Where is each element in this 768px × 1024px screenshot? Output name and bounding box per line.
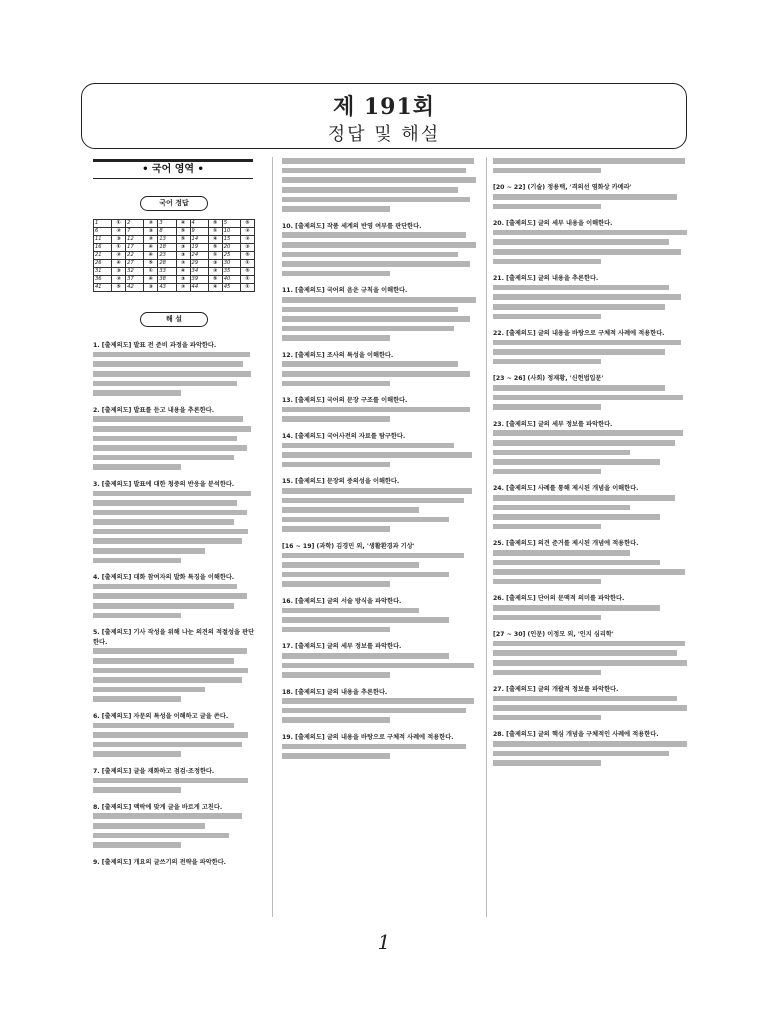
question-number: 18 [158,244,176,252]
explanation-item [493,484,691,532]
answer-choice: ① [144,268,158,276]
answer-choice: ④ [208,284,222,292]
question-number: 1 [94,220,112,228]
answer-row [94,268,255,276]
question-number: 22 [126,252,144,260]
item-heading: [16 ~ 19] (과학) 김경민 외, '생활환경과 기상' [282,542,415,550]
item-heading: 17. [출제의도] 글의 세부 정보를 파악한다. [282,643,402,651]
question-number: 38 [158,276,176,284]
answer-choice: ④ [144,276,158,284]
item-heading: 23. [출제의도] 글의 세부 정보를 파악한다. [493,420,613,428]
question-number: 41 [94,284,112,292]
item-body-text [282,157,480,215]
item-body-text [282,487,480,535]
question-number: 14 [190,236,208,244]
answer-choice: ③ [112,268,126,276]
item-heading: 27. [출제의도] 글의 개괄적 정보를 파악한다. [493,685,619,693]
question-number: 44 [190,284,208,292]
exam-subtitle: 정답 및 해설 [327,124,441,145]
question-number: 8 [158,228,176,236]
answer-choice: ③ [208,260,222,268]
question-number: 28 [158,260,176,268]
item-body-text [493,193,691,212]
item-body-text [93,489,255,566]
answer-choice: ② [240,236,254,244]
item-heading: 3. [출제의도] 발표에 대한 청중의 반응을 분석한다. [93,480,235,488]
answer-choice: ④ [144,244,158,252]
item-body-text [93,776,255,795]
question-number: 20 [222,244,240,252]
explanation-item [493,374,691,412]
item-heading: 7. [출제의도] 글을 재화하고 점검·조정한다. [93,767,215,775]
explanation-item [493,630,691,678]
answer-choice: ③ [176,252,190,260]
explanation-item [493,157,691,176]
item-heading: 12. [출제의도] 조사의 특성을 이해한다. [282,351,394,359]
answer-choice: ② [208,268,222,276]
item-heading: [23 ~ 26] (사회) 정재황, '신헌법입문' [493,375,604,383]
answer-row [94,260,255,268]
answer-choice: ② [112,252,126,260]
question-number: 27 [126,260,144,268]
explanation-item [282,351,480,389]
explanation-item [282,642,480,680]
item-body-text [282,697,480,726]
explanation-item [282,222,480,280]
item-body-text [493,604,691,623]
item-heading: 9. [출제의도] 개요의 글쓰기의 전략을 파악한다. [93,858,227,866]
question-number: 45 [222,284,240,292]
explanation-item [93,628,255,705]
question-number: 19 [190,244,208,252]
answer-choice: ③ [240,244,254,252]
item-body-text [493,695,691,724]
item-body-text [493,494,691,532]
explanation-item [282,477,480,535]
explanation-list [493,157,691,769]
item-body-text [93,583,255,621]
item-heading: 28. [출제의도] 글의 핵심 개념을 구체적인 사례에 적용한다. [493,731,659,739]
explanation-item [282,542,480,590]
title-box [81,83,687,149]
item-heading: [20 ~ 22] (기술) 정용택, '격의선 염화상 카메라' [493,184,632,192]
question-number: 3 [158,220,176,228]
answer-choice: ④ [208,236,222,244]
answer-choice: ⑤ [176,236,190,244]
answer-row [94,236,255,244]
question-number: 31 [94,268,112,276]
item-heading: 24. [출제의도] 사례를 통해 제시된 개념을 이해한다. [493,485,639,493]
answer-row [94,220,255,228]
item-body-text [93,812,255,850]
item-heading: 18. [출제의도] 글의 내용을 추론한다. [282,688,388,696]
explanation-item [282,286,480,344]
answer-choice: ③ [176,276,190,284]
explanation-item [93,406,255,473]
item-body-text [493,339,691,368]
answer-choice: ① [240,260,254,268]
answer-choice: ② [176,284,190,292]
question-number: 12 [126,236,144,244]
answer-choice: ④ [176,220,190,228]
question-number: 5 [222,220,240,228]
question-number: 36 [94,276,112,284]
item-body-text [493,284,691,322]
column-2 [282,157,480,769]
answer-choice: ① [208,252,222,260]
question-number: 37 [126,276,144,284]
question-number: 24 [190,252,208,260]
item-body-text [493,384,691,413]
column-3 [493,157,691,776]
answer-choice: ⑤ [112,284,126,292]
explanation-item [282,688,480,726]
question-number: 23 [158,252,176,260]
question-number: 16 [94,244,112,252]
question-number: 9 [190,228,208,236]
item-body-text [493,740,691,769]
explanation-item [93,573,255,621]
answer-row [94,244,255,252]
question-number: 34 [190,268,208,276]
item-heading: 20. [출제의도] 글의 세부 내용을 이해한다. [493,219,613,227]
item-body-text [493,429,691,477]
answer-choice: ② [112,276,126,284]
question-number: 32 [126,268,144,276]
explanation-item [93,803,255,851]
answer-table [93,219,255,292]
item-heading: 11. [출제의도] 국어의 음운 규칙을 이해한다. [282,287,408,295]
section-banner: • 국어 영역 • [93,159,253,179]
explanation-list [282,157,480,762]
explanation-item [282,733,480,762]
item-body-text [93,721,255,759]
explanation-item [493,420,691,478]
item-heading: 6. [출제의도] 자문의 특성을 이해하고 글을 쓴다. [93,712,229,720]
question-number: 30 [222,260,240,268]
answer-choice: ① [112,244,126,252]
question-number: 35 [222,268,240,276]
question-number: 10 [222,228,240,236]
answer-key-label: 국어 정답 [140,196,208,211]
item-heading: [27 ~ 30] (인문) 이정모 외, '인지 심리학' [493,630,614,638]
answer-choice: ③ [144,228,158,236]
answer-choice: ① [240,284,254,292]
item-heading: 5. [출제의도] 기사 작성을 위해 나눈 의견의 적절성을 판단한다. [93,629,255,646]
answer-row [94,276,255,284]
answer-choice: ③ [112,236,126,244]
explanation-item [282,396,480,425]
column-divider [272,157,273,917]
answer-choice: ⑤ [208,244,222,252]
column-divider [486,157,487,917]
explanation-label: 해 설 [140,312,208,327]
answer-choice: ⑤ [240,252,254,260]
item-body-text [282,652,480,681]
explanation-item [93,858,255,868]
item-heading: 19. [출제의도] 글의 내용을 바탕으로 구체적 사례에 적용한다. [282,733,454,741]
question-number: 15 [222,236,240,244]
question-number: 17 [126,244,144,252]
explanation-item [282,432,480,470]
explanation-item [493,219,691,267]
item-body-text [282,231,480,279]
explanation-item [493,539,691,587]
explanation-item [93,480,255,566]
item-body-text [493,549,691,587]
answer-choice: ② [176,260,190,268]
explanation-item [493,730,691,768]
item-heading: 8. [출제의도] 맥락에 맞게 글을 바르게 고친다. [93,803,223,811]
item-heading: 15. [출제의도] 문장의 중의성을 이해한다. [282,478,400,486]
question-number: 33 [158,268,176,276]
item-body-text [282,606,480,635]
answer-choice: ④ [112,260,126,268]
explanation-item [282,157,480,215]
question-number: 13 [158,236,176,244]
explanation-item [93,767,255,796]
question-number: 7 [126,228,144,236]
question-number: 11 [94,236,112,244]
item-body-text [93,647,255,705]
answer-choice: ② [144,236,158,244]
answer-choice: ⑤ [240,220,254,228]
answer-choice: ⑤ [176,228,190,236]
exam-title: 제 191회 [332,94,436,120]
answer-choice: ⑤ [240,268,254,276]
column-1 [93,157,255,874]
item-body-text [282,441,480,470]
answer-row [94,284,255,292]
answer-choice: ③ [144,284,158,292]
explanation-item [93,712,255,760]
answer-choice: ⑤ [208,276,222,284]
question-number: 4 [190,220,208,228]
item-heading: 26. [출제의도] 단어의 문맥적 의미를 파악한다. [493,595,625,603]
answer-row [94,228,255,236]
item-heading: 10. [출제의도] 작품 세계의 반영 여부를 판단한다. [282,222,422,230]
answer-choice: ④ [144,252,158,260]
question-number: 29 [190,260,208,268]
page-number: 1 [377,930,391,954]
item-body-text [282,296,480,344]
item-body-text [93,415,255,473]
item-heading: 14. [출제의도] 국어사전의 자료를 탐구한다. [282,432,406,440]
explanation-item [282,597,480,635]
item-body-text [93,351,255,399]
item-heading: 16. [출제의도] 글의 서술 방식을 파악한다. [282,597,402,605]
question-number: 25 [222,252,240,260]
answer-choice: ④ [176,268,190,276]
explanation-item [93,341,255,399]
question-number: 42 [126,284,144,292]
answer-choice: ⑤ [208,220,222,228]
explanation-item [493,685,691,723]
question-number: 2 [126,220,144,228]
item-body-text [282,406,480,425]
explanation-item [493,274,691,322]
explanation-item [493,329,691,367]
answer-row [94,252,255,260]
item-body-text [493,229,691,267]
answer-choice: ① [240,276,254,284]
answer-choice: ② [144,220,158,228]
explanation-list [93,341,255,867]
explanation-item [493,183,691,212]
item-heading: 22. [출제의도] 글의 내용을 바탕으로 구체적 사례에 적용한다. [493,329,665,337]
question-number: 6 [94,228,112,236]
item-heading: 1. [출제의도] 발표 전 준비 과정을 파악한다. [93,342,217,349]
item-heading: 25. [출제의도] 의견 준거를 제시된 개념에 적용한다. [493,540,639,548]
answer-choice: ① [208,228,222,236]
question-number: 21 [94,252,112,260]
item-body-text [282,360,480,389]
answer-choice: ③ [176,244,190,252]
answer-choice: ⑤ [144,260,158,268]
item-body-text [493,640,691,678]
item-body-text [282,551,480,589]
item-heading: 13. [출제의도] 국어의 문장 구조를 이해한다. [282,397,408,405]
question-number: 26 [94,260,112,268]
item-heading: 21. [출제의도] 글의 내용을 추론한다. [493,274,599,282]
answer-choice: ② [240,228,254,236]
explanation-item [493,594,691,623]
question-number: 43 [158,284,176,292]
item-body-text [282,742,480,761]
answer-choice: ① [112,220,126,228]
question-number: 39 [190,276,208,284]
item-heading: 4. [출제의도] 대화 참여자의 발화 특징을 이해한다. [93,574,235,582]
item-heading: 2. [출제의도] 발표를 듣고 내용을 추론한다. [93,406,215,414]
item-body-text [493,157,691,176]
answer-choice: ② [112,228,126,236]
question-number: 40 [222,276,240,284]
